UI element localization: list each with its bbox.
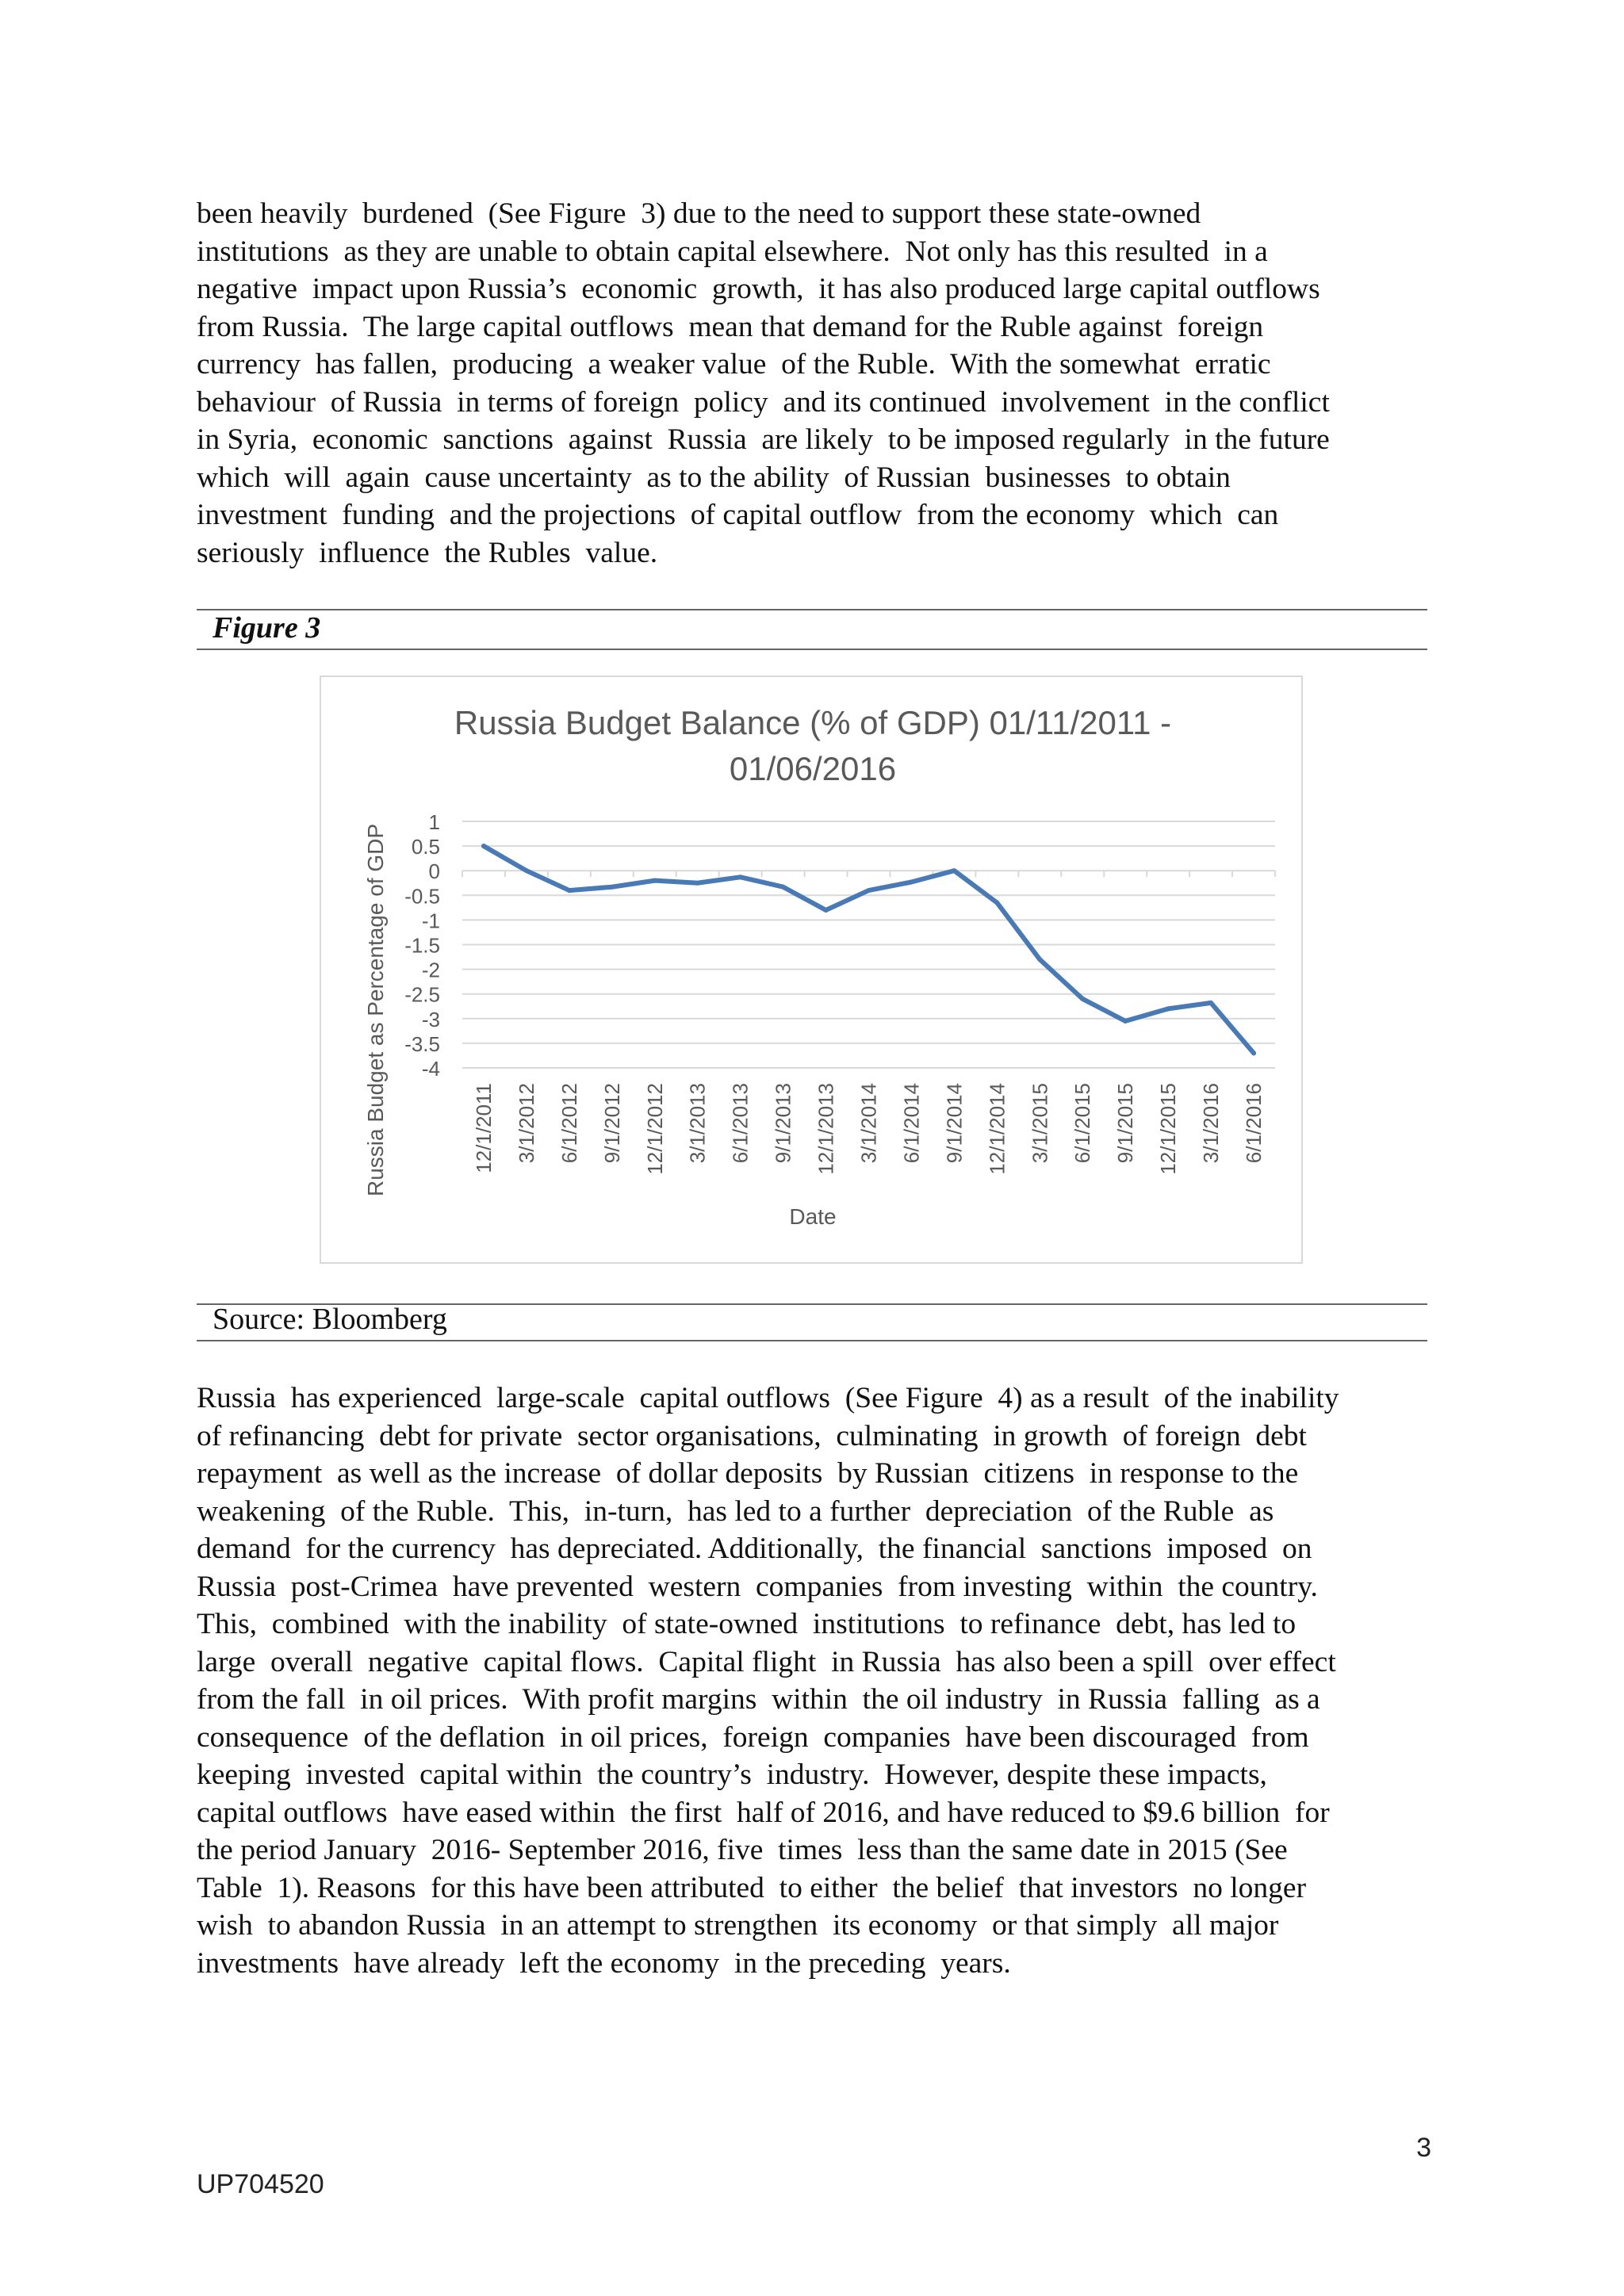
x-tick-label: 6/1/2016 [1242, 1083, 1266, 1164]
data-point [824, 908, 829, 913]
chart-title-line: Russia Budget Balance (% of GDP) 01/11/2011 - [454, 704, 1172, 741]
data-point [738, 874, 743, 879]
figure-source: Source: Bloomberg [213, 1303, 447, 1336]
text-line: repayment as well as the increase of dollar deposits by Russian citizens in response to the [197, 1457, 1299, 1490]
data-point [909, 880, 914, 885]
series-line [484, 846, 1254, 1053]
data-point [1123, 1019, 1128, 1024]
text-line: from Russia. The large capital outflows mean that demand for the Ruble against foreign [197, 310, 1264, 343]
chart-frame [320, 675, 1303, 1264]
data-point [1080, 997, 1085, 1001]
x-tick-label: 12/1/2012 [642, 1083, 667, 1175]
x-tick-label: 3/1/2016 [1199, 1083, 1224, 1164]
data-point [781, 885, 786, 890]
text-line: demand for the currency has depreciated. Additionally, the financial sanctions imposed on [197, 1533, 1312, 1565]
text-line: investment funding and the projections of capital outflow from the economy which can [197, 499, 1279, 531]
text-line: institutions as they are unable to obtain capital elsewhere. Not only has this resulted in a [197, 235, 1268, 268]
body-paragraph-1 [197, 195, 1422, 572]
x-tick-label: 9/1/2014 [942, 1083, 967, 1164]
x-axis-title: Date [789, 1204, 837, 1229]
source-bottom-rule [197, 1340, 1427, 1341]
data-point [524, 868, 529, 873]
x-tick-label: 6/1/2015 [1071, 1083, 1095, 1164]
data-point [567, 888, 572, 893]
text-line: been heavily burdened (See Figure 3) due to the need to support these state-owned [197, 197, 1201, 230]
y-tick-label: -2.5 [404, 982, 440, 1007]
x-tick-label: 9/1/2015 [1113, 1083, 1138, 1164]
y-tick-label: -1.5 [404, 933, 440, 958]
x-tick-label: 3/1/2012 [514, 1083, 538, 1164]
x-tick-label: 3/1/2015 [1028, 1083, 1052, 1164]
y-tick-label: -3.5 [404, 1031, 440, 1056]
data-point [952, 868, 956, 873]
x-tick-label: 9/1/2012 [599, 1083, 624, 1164]
text-line: large overall negative capital flows. Capital flight in Russia has also been a spill over effect [197, 1645, 1336, 1678]
text-line: This, combined with the inability of state-owned institutions to refinance debt, has led to [197, 1608, 1297, 1640]
text-line: seriously influence the Rubles value. [197, 536, 658, 569]
text-line: currency has fallen, producing a weaker value of the Ruble. With the somewhat erratic [197, 348, 1271, 381]
text-line: weakening of the Ruble. This, in-turn, has led to a further depreciation of the Ruble as [197, 1494, 1274, 1528]
y-tick-label: -1 [421, 909, 440, 933]
student-id: UP704520 [197, 2169, 324, 2199]
text-line: which will again cause uncertainty as to the ability of Russian businesses to obtain [197, 461, 1231, 494]
figure-label: Figure 3 [213, 611, 321, 645]
x-tick-label: 6/1/2012 [557, 1083, 581, 1164]
text-line: of refinancing debt for private sector organisations, culminating in growth of foreign debt [197, 1419, 1307, 1452]
text-line: the period January 2016- September 2016, five times less than the same date in 2015 (See [197, 1834, 1288, 1866]
chart-title-line: 01/06/2016 [729, 750, 897, 787]
y-axis-title: Russia Budget as Percentage of GDP [363, 823, 388, 1197]
x-tick-label: 6/1/2013 [728, 1083, 753, 1164]
x-tick-label: 12/1/2013 [814, 1083, 838, 1175]
text-line: Table 1). Reasons for this have been attributed to either the belief that investors no longer [197, 1871, 1307, 1904]
y-tick-label: -0.5 [404, 884, 440, 909]
x-tick-label: 9/1/2013 [771, 1083, 795, 1164]
x-tick-label: 12/1/2015 [1156, 1083, 1181, 1175]
line-chart [321, 677, 1304, 1265]
text-line: negative impact upon Russia’s economic growth, it has also produced large capital outflows [197, 273, 1320, 305]
x-tick-label: 12/1/2011 [471, 1083, 496, 1173]
data-point [653, 878, 657, 883]
text-line: keeping invested capital within the country’s industry. However, despite these impacts, [197, 1758, 1267, 1791]
page-number: 3 [1416, 2133, 1431, 2163]
data-point [867, 888, 871, 893]
body-paragraph-2 [197, 1380, 1422, 1982]
figure-top-rule [197, 609, 1427, 610]
text-line: behaviour of Russia in terms of foreign policy and its continued involvement in the conflict [197, 385, 1330, 419]
text-line: from the fall in oil prices. With profit margins within the oil industry in Russia falling as a [197, 1683, 1320, 1716]
y-tick-label: 1 [428, 810, 440, 834]
figure-label-rule [197, 649, 1427, 650]
text-line: capital outflows have eased within the first half of 2016, and have reduced to $9.6 billion for [197, 1796, 1330, 1829]
x-tick-label: 12/1/2014 [985, 1083, 1009, 1175]
x-tick-label: 6/1/2014 [899, 1083, 924, 1164]
text-line: in Syria, economic sanctions against Russia are likely to be imposed regularly in the future [197, 423, 1330, 456]
text-line: Russia post-Crimea have prevented western companies from investing within the country. [197, 1570, 1318, 1603]
data-point [1037, 957, 1042, 962]
data-point [610, 885, 615, 890]
data-point [1166, 1006, 1170, 1011]
text-line: investments have already left the economy in the preceding years. [197, 1946, 1011, 1980]
y-tick-label: -2 [421, 958, 440, 982]
x-tick-label: 3/1/2014 [856, 1083, 881, 1164]
data-point [994, 901, 999, 905]
data-point [1208, 1001, 1213, 1005]
data-point [695, 881, 700, 886]
text-line: consequence of the deflation in oil prices, foreign companies have been discouraged from [197, 1720, 1309, 1754]
y-tick-label: -4 [421, 1057, 440, 1081]
data-point [1251, 1050, 1256, 1055]
text-line: wish to abandon Russia in an attempt to strengthen its economy or that simply all major [197, 1909, 1279, 1942]
text-line: Russia has experienced large-scale capital outflows (See Figure 4) as a result of the inability [197, 1382, 1339, 1414]
y-tick-label: 0 [428, 859, 440, 884]
x-tick-label: 3/1/2013 [685, 1083, 710, 1164]
y-tick-label: 0.5 [411, 835, 440, 859]
y-tick-label: -3 [421, 1007, 440, 1031]
data-point [481, 844, 486, 848]
